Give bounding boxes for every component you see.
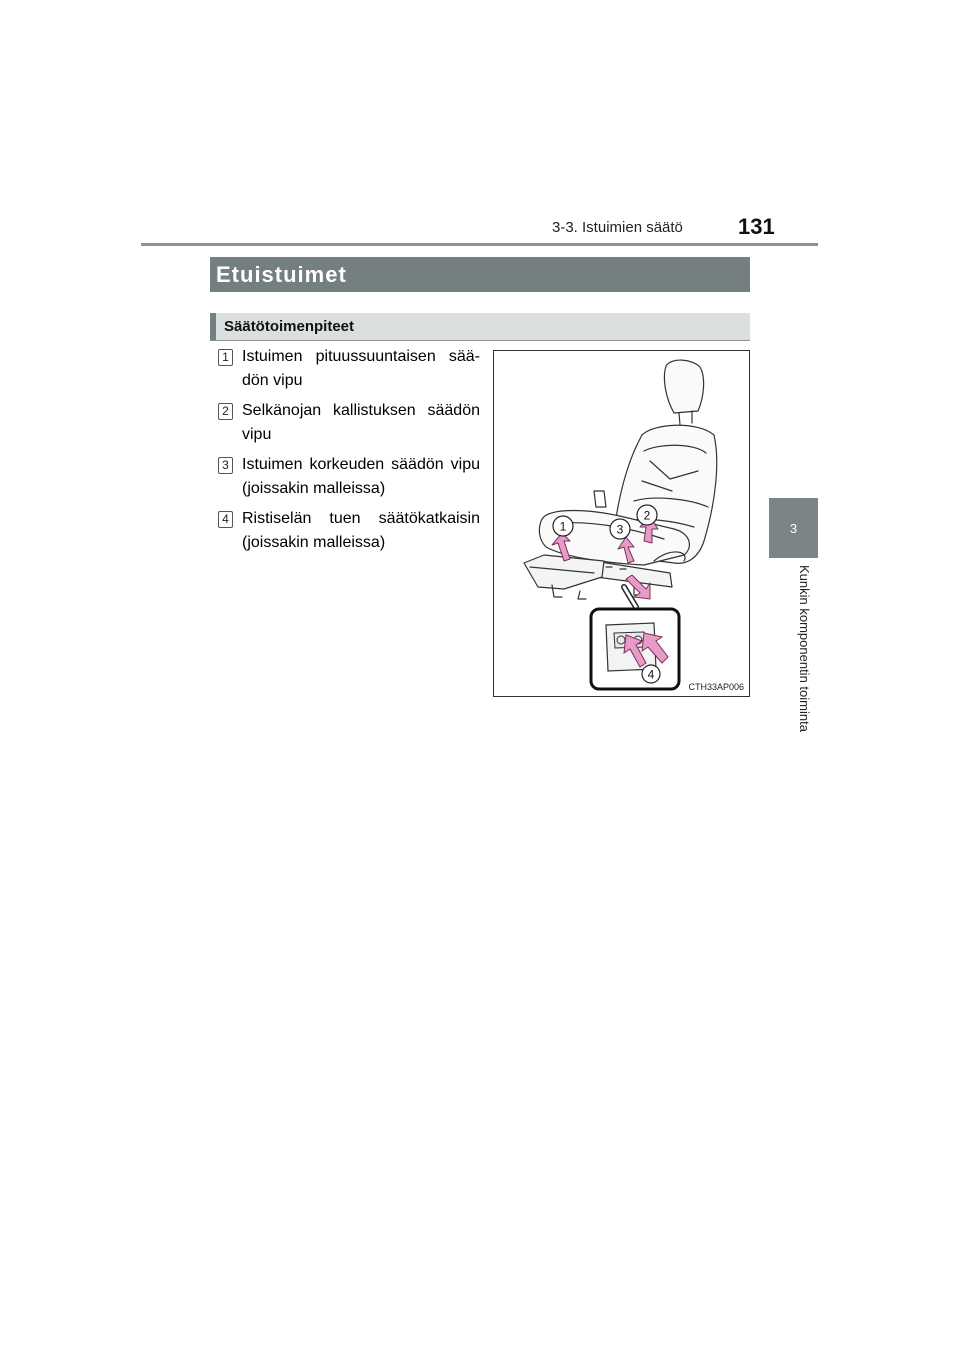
seat-illustration <box>493 350 750 697</box>
item-number-badge: 2 <box>218 403 233 420</box>
section-title: Etuistuimet <box>216 262 347 287</box>
callout-2: 2 <box>643 508 651 523</box>
item-text: Ristiselän tuen säätökatkaisin (joissakin malleissa) <box>242 510 480 551</box>
chapter-title: Kunkin komponentin toiminta <box>797 565 812 732</box>
item-text: Istuimen korkeuden säädön vipu (joissakin malleissa) <box>242 456 480 497</box>
item-number-badge: 1 <box>218 349 233 366</box>
item-number-badge: 3 <box>218 457 233 474</box>
item-text: Selkänojan kallistuksen säädön vipu <box>242 402 480 443</box>
chapter-number: 3 <box>789 520 798 536</box>
seat-drawing <box>494 351 749 696</box>
section-heading <box>210 257 750 292</box>
list-item <box>218 453 480 501</box>
list-item <box>218 399 480 447</box>
callout-3: 3 <box>616 522 624 537</box>
header-section-ref: 3-3. Istuimien säätö <box>552 219 683 236</box>
callout-1: 1 <box>559 519 567 534</box>
subsection-title: Säätötoimenpiteet <box>224 318 355 335</box>
subsection-heading <box>210 313 750 341</box>
list-item <box>218 507 480 555</box>
page-number: 131 <box>738 214 775 239</box>
callout-4: 4 <box>647 667 655 682</box>
item-text: Istuimen pituussuuntaisen sää-dön vipu <box>242 348 480 389</box>
adjustment-list <box>218 345 480 561</box>
list-item <box>218 345 480 393</box>
item-number-badge: 4 <box>218 511 233 528</box>
header-rule <box>141 243 818 246</box>
chapter-tab[interactable] <box>769 498 818 558</box>
figure-code: CTH33AP006 <box>688 682 744 692</box>
